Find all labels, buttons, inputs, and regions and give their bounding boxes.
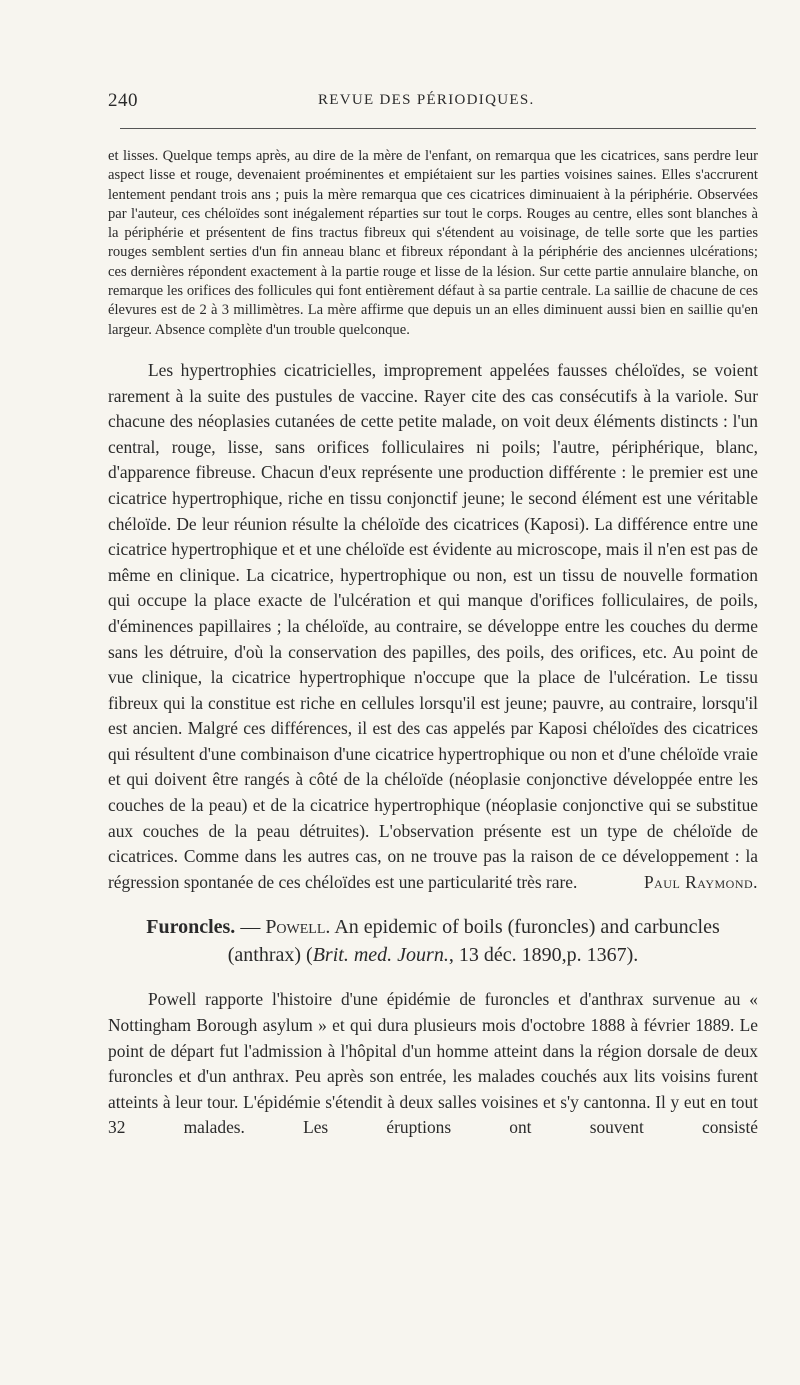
page bbox=[108, 90, 758, 1141]
paragraph-observation: et lisses. Quelque temps après, au dire de la mère de l'enfant, on remarqua que les cicatrices, sans perdre leur aspect lisse et rouge, devenaient proéminentes et empiétaient sur les parties voisines saines. Elles s'accrurent lentement pendant trois ans ; puis la mère remarqua que ces cicatrices diminuaient à la périphérie. Observées par l'auteur, ces chéloïdes sont inégalement réparties sur tout le corps. Rouges au centre, elles sont blanches à la périphérie et présentent de fins tractus fibreux qui s'étendent au voisinage, de telle sorte que les parties rouges semblent serties d'un fin anneau blanc et fibreux répondant à la périphérie des anciennes ulcérations; ces dernières répondent exactement à la partie rouge et lisse de la lésion. Sur cette partie annulaire blanche, on remarque les orifices des follicules qui font entièrement défaut à sa partie centrale. La saillie de chacune de ces élevures est de 2 à 3 millimètres. La mère affirme que depuis un an elles diminuent aussi bien en saillie qu'en largeur. Absence complète d'un trouble quelconque. bbox=[108, 148, 758, 338]
paragraph-furoncles: Powell rapporte l'histoire d'une épidémie de furoncles et d'anthrax survenue au « Nottingham Borough asylum » et qui dura plusieurs mois d'octobre 1888 à février 1889. Le point de départ fut l'admission à l'hôpital d'un homme atteint dans la région dorsale de deux furoncles et d'un anthrax. Peu après son entrée, les malades couchés aux lits voisins furent atteints à leur tour. L'épidémie s'étendit à deux salles voisines et s'y cantonna. Il y eut en tout 32 malades. Les éruptions ont souvent consisté bbox=[108, 989, 758, 1138]
header-rule bbox=[120, 128, 756, 129]
heading-reference: , 13 déc. 1890,p. 1367). bbox=[448, 944, 639, 967]
commentary-text: Les hypertrophies cicatricielles, improprement appelées fausses chéloïdes, se voient rarement à la suite des pustules de vaccine. Rayer cite des cas consécutifs à la variole. Sur chacune des néoplasies cutanées de cette petite malade, on voit deux éléments distincts : l'un central, rouge, lisse, sans orifices folliculaires ni poils; l'autre, périphérique, blanc, d'apparence fibreuse. Chacun d'eux représente une production différente : le premier est une cicatrice hypertrophique, riche en tissu conjonctif jeune; le second élément est une véritable chéloïde. De leur réunion résulte la chéloïde des cicatrices (Kaposi). La différence entre une cicatrice hypertrophique et et une chéloïde est évidente au microscope, mais il n'en est pas de même en clinique. La cicatrice, hypertrophique ou non, est un tissu de nouvelle formation qui occupe la place exacte de l'ulcération et qui manque d'orifices folliculaires, de poils, d'éminences papillaires ; la chéloïde, au contraire, se développe entre les couches du derme sans les détruire, d'où la conservation des papilles, des poils, des orifices, etc. Au point de vue clinique, la cicatrice hypertrophique n'occupe que la place de l'ulcération. Le tissu fibreux qui la constitue est riche en cellules lorsqu'il est jeune; pauvre, au contraire, lorsqu'il est ancien. Malgré ces différences, il est des cas appelés par Kaposi chéloïdes des cicatrices qui résultent d'une combinaison d'une cicatrice hypertrophique ou non et d'une chéloïde vraie et qui doivent être rangés à côté de la chéloïde (néoplasie conjonctive développée entre les couches de la peau) et de la cicatrice hypertrophique (néoplasie conjonctive qui se substitue aux couches de la peau détruites). L'observation présente est un type de chéloïde de cicatrices. Comme dans les autres cas, on ne trouve pas la raison de ce développement : la régression spontanée de ces chéloïdes est une particularité très rare. bbox=[108, 359, 758, 892]
author-signature: Paul Raymond. bbox=[643, 871, 758, 892]
page-number: 240 bbox=[108, 90, 138, 111]
article-heading bbox=[108, 913, 758, 969]
heading-keyword: Furoncles. bbox=[146, 916, 236, 939]
heading-title: An epidemic of boils (furoncles) and carbuncles (anthrax) ( bbox=[227, 916, 720, 967]
running-head bbox=[108, 90, 758, 118]
heading-author: Powell. bbox=[265, 916, 331, 939]
paragraph-commentary bbox=[108, 358, 758, 895]
heading-dash: — bbox=[235, 916, 266, 939]
running-title: REVUE DES PÉRIODIQUES. bbox=[318, 92, 535, 108]
heading-journal: Brit. med. Journ. bbox=[312, 944, 449, 967]
